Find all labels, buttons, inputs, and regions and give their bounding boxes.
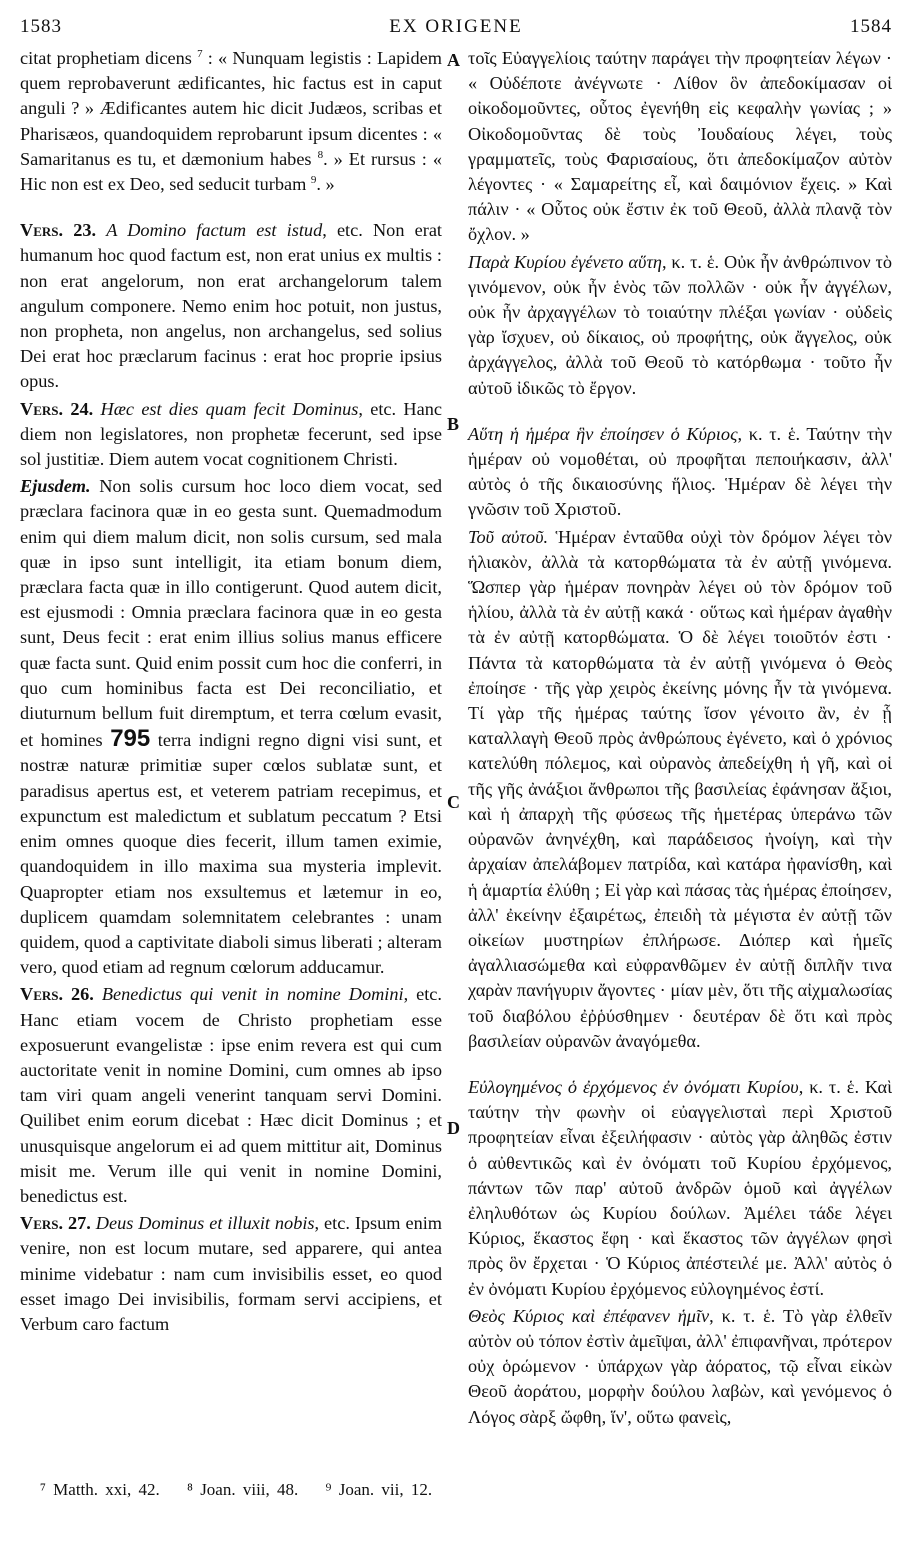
body-text: citat prophetiam dicens [20,48,198,68]
body-text: , etc. Ipsum enim venire, non est locum mutare, sed apparere, qui antea minime videbatur : nam cum invisibilis esset, eo quod esset imago Dei invisibilis, formam servi accipiens, et Verbum caro factum [20,1213,443,1334]
footnote-ref: 7 [197,47,203,60]
body-text: Non solis cursum hoc loco diem vocat, sed præclara facinora quæ in eo gesta sunt. Quemadmodum enim qui diem malum dicit, non solis cursum, sed mala quæ in ipso sunt intelligit, ita etiam bonum diem, præclara facta quæ in illo contigerunt. Quod autem dicit, est ejusmodi : Omnia præclara facinora quæ in eo gesta sunt, Deus fecit : erat enim illius solius manus efficere quæ facta sunt. Quid enim possit cum hoc die conferri, in quo cum hominibus facta est Dei reconciliatio, et diuturnum bellum fuit diremptum, et terra cœlum evasit, et homines [20,476,442,751]
margin-letter-a: A [447,50,460,70]
body-text: terra indigni regno digni visi sunt, et nostræ naturæ primitiæ super cœlos sublatæ sunt, et paradisus apertus est, et veterem patriam recepimus, et expunctum est maledictum et sublatum peccatum ? Etsi enim omnes quoque dies fecerit, illum tamen eximie, quandoquidem in illo maxima sua mysteria implevit. Quapropter etiam nos exsultemus et lætemur in eo, duplicem quamdam solemnitatem celebrantes : unam quidem, quod a captivitate diaboli simus liberati ; alteram vero, quod etiam ad regnum cœlorum adducamur. [20,730,442,978]
latin-paragraph [20,1211,442,1337]
verse-label: Vers. 27. [20,1213,91,1234]
page-number-left: 1583 [20,16,62,37]
greek-paragraph [468,1304,892,1430]
latin-column [20,46,442,1339]
body-text: . » [316,174,335,195]
lemma-text: A Domino factum est istud [106,220,323,241]
verse-label: Vers. 26. [20,984,94,1005]
body-text: , κ. τ. ἑ. Οὐκ ἦν ἀνθρώπινον τὸ γινόμενον, οὐκ ἦν ἑνὸς τῶν πολλῶν · οὐκ ἦν ἀγγέλων, οὐκ ἦν ἀρχαγγέλων τὸ τοιαύτην πλέξαι γωνίαν · οὐδεὶς γὰρ ἴσχυεν, οὐ δίκαιος, οὐ προφήτης, οὐκ ἄγγελος, οὐκ ἀρχάγγελος, ἀλλὰ τοῦ Θεοῦ τὸ κατόρθωμα · τοῦτο ἦν αὐτοῦ ἰδικῶς τὸ ἔργον. [468,251,892,398]
lemma-text: Ejusdem. [20,476,91,497]
greek-column [468,46,892,1432]
page-header [20,16,892,44]
lemma-text: Τοῦ αὐτοῦ. [468,526,549,547]
footnote-ref: 9 [310,173,317,186]
verse-label: Vers. 23. [20,220,97,241]
lemma-text: Αὕτη ἡ ἡμέρα ἣν ἐποίησεν ὁ Κύριος [468,423,738,444]
body-text: , etc. Non erat humanum hoc quod factum est, non erat unius ex multis : non erat angelorum, non erat archangelorum talem angulum componere. Nemo enim hoc potuit, non justus, non propheta, non angelus, non archangelus, sed solius Dei erat hoc præclarum facinus : erat hoc proprie ipsius opus. [20,220,443,392]
footnotes [40,1480,452,1500]
footnote-ref: 8 [317,148,324,161]
latin-paragraph [20,474,442,980]
footnote: ⁷ Matth. xxi, 42. [40,1480,160,1499]
body-text: , etc. Hanc etiam vocem de Christo prophetiam esse exposuerunt evangelistæ : ipse enim revera est qui cum auctoritate venit in nomine Domini, cum omnes ab ipso tam viri quam angeli venerint tanquam servi Domini. Quilibet enim eorum dicebat : Hæc dicit Dominus ; et unusquisque angelorum ei ad quem mittitur ait, Dominus misit me. Verum ille qui venit in nomine Domini, benedictus est. [20,984,442,1206]
body-text: : « Nunquam legistis : Lapidem quem reprobaverunt ædificantes, hic factus est in caput anguli ? » Ædificantes autem hic dicit Judæos, scribas et Pharisæos, quandoquidem reprobarunt ipsum dicentes : « Samaritanus es tu, et dæmonium habes [20,48,442,169]
body-text [94,984,102,1004]
body-text: . » Et rursus : « Hic non est ex Deo, sed seducit turbam [20,148,442,195]
latin-paragraph [20,218,442,394]
body-text [93,399,100,419]
body-text: Ἡμέραν ἐνταῦθα οὐχὶ τὸν δρόμον λέγει τὸν ἡλιακὸν, ἀλλὰ τὰ κατορθώματα τὰ ἐν αὐτῇ γινόμενα. Ὥσπερ γὰρ ἡμέραν πονηρὰν λέγει οὐ τὸν δρόμον τοῦ ἡλίου, ἀλλὰ τὰ ἐν αὐτῇ κακά · οὕτως καὶ ἡμέραν ἀγαθὴν τὰ ἐν αὐτῇ κατορθώματα. Ὁ δὲ λέγει τοιοῦτόν ἐστι · Πάντα τὰ κατορθώματα τὰ ἐν αὐτῇ γινόμενα ὁ Θεὸς ἐποίησε · τῆς γὰρ χειρὸς ἐκείνης μόνης ἦν τὰ γινόμενα. Τί γὰρ τῆς ἡμέρας ταύτης ἴσον γένοιτο ἂν, ἐν ᾗ καταλλαγὴ Θεοῦ πρὸς ἀνθρώπους ἐγένετο, καὶ ὁ χρόνιος κατελύθη πόλεμος, καὶ οὐρανὸς ἀπεδείχθη ἡ γῆ, καὶ οἱ τῆς γῆς ἀνάξιοι ἄνθρωποι τῆς βασιλείας ἐφάνησαν ἄξιοι, καὶ ἡ ἀπαρχὴ τῆς φύσεως τῆς ἡμετέρας ὑπεράνω τῶν οὐρανῶν ἀνηνέχθη, καὶ παράδεισος ἠνοίγη, καὶ τὴν ἀρχαίαν ἀπελάβομεν πατρίδα, καὶ κατάρα ἠφανίσθη, καὶ ἡ ἁμαρτία ἐλύθη ; Εἰ γὰρ καὶ πάσας τὰς ἡμέρας ἐποίησεν, ἀλλ' ἐκείνην ἐξαιρέτως, ἐπειδὴ τὰ μέγιστα ἐν αὐτῇ τῶν οἰκείων μυστηρίων ἐπλήρωσε. Διόπερ καὶ ἡμεῖς ἀγαλλιασώμεθα καὶ εὐφρανθῶμεν ἐν αὐτῇ διπλῆν τινα χαρὰν πανήγυριν ἄγοντες · μίαν μὲν, ὅτι τῆς αἰχμαλωσίας τοῦ διαβόλου ἐῤῥύσθημεν · δευτέραν δὲ ὅτι καὶ πρὸς βασιλείαν οὐρανῶν ἀναγόμεθα. [468,526,892,1051]
greek-paragraph [468,46,892,248]
margin-letter-c: C [447,792,460,812]
lemma-text: Benedictus qui venit in nomine Domini [101,984,404,1005]
latin-paragraph [20,397,442,473]
body-text: τοῖς Εὐαγγελίοις ταύτην παράγει τὴν προφητείαν λέγων · « Οὐδέποτε ἀνέγνωτε · Λίθον ὃν ἀπεδοκίμασαν οἱ οἰκοδομοῦντες, οὗτος ἐγενήθη εἰς κεφαλὴν γωνίας ; » Οἰκοδομοῦντας δὲ τοὺς Ἰουδαίους λέγει, τοὺς γραμματεῖς, τοὺς Φαρισαίους, ὅτι ἀπεδοκίμαζον αὐτὸν λέγοντες · « Σαμαρείτης εἶ, καὶ δαιμόνιον ἔχεις. » Καὶ πάλιν · « Οὗτος οὐκ ἔστιν ἐκ τοῦ Θεοῦ, ἀλλὰ πλανᾷ τὸν ὄχλον. » [468,48,892,245]
lemma-text: Hæc est dies quam fecit Dominus [100,398,359,419]
latin-paragraph [20,982,442,1209]
body-text: , κ. τ. ἑ. Ταύτην τὴν ἡμέραν οὐ νομοθέται, οὐ προφῆται πεποιήκασιν, ἀλλ' αὐτὸς ὁ τῆς δικαιοσύνης ἥλιος. Ἡμέραν δὲ λέγει τὴν γνῶσιν τοῦ Χριστοῦ. [468,423,892,520]
greek-paragraph [468,422,892,523]
greek-paragraph [468,250,892,401]
page-number-right: 1584 [850,16,892,37]
body-text [96,220,106,240]
margin-letter-b: B [447,414,460,434]
greek-paragraph [468,1075,892,1302]
verse-label: Vers. 24. [20,398,94,419]
body-text: , κ. τ. ἑ. Τὸ γὰρ ἐλθεῖν αὐτὸν οὐ τόπον ἐστὶν ἀμεῖψαι, ἀλλ' ἐπιφανῆναι, πρότερον οὐχ ὁρώμενον · ὑπάρχων γὰρ ἀόρατος, τῷ εἶναι εἰκὼν Θεοῦ ἀοράτου, μορφὴν δούλου λαβὼν, καὶ γενόμενος ὁ Λόγος σὰρξ ὤφθη, ἵν', οὕτω φανεὶς, [468,1305,892,1427]
latin-paragraph [20,46,442,197]
greek-paragraph [468,525,892,1054]
margin-letter-d: D [447,1118,460,1138]
body-text: , etc. Hanc diem non legislatores, non prophetæ fecerunt, sed ipse sol justitiæ. Diem autem vocat cognitionem Christi. [20,398,442,470]
footnote: ⁹ Joan. vii, 12. [325,1480,433,1499]
column-number: 795 [110,725,151,753]
footnote: ⁸ Joan. viii, 48. [187,1480,299,1499]
lemma-text: Deus Dominus et illuxit nobis [95,1213,315,1234]
lemma-text: Παρὰ Κυρίου ἐγένετο αὕτη [468,251,662,272]
body-text: , κ. τ. ἑ. Καὶ ταύτην τὴν φωνὴν οἱ εὐαγγελισταὶ περὶ Χριστοῦ προφητείαν εἶναι ἐξειλήφασιν · αὐτὸς γὰρ ἀληθῶς ἐστιν ὁ αὐθεντικῶς καὶ ἐν ὀνόματι τοῦ Κυρίου ἐρχόμενος, πάντων τῶν παρ' αὐτοῦ ἀνδρῶν ὁμοῦ καὶ ἀγγέλων ἐληλυθότων ὡς Κυρίου δούλων. Ἀμέλει τάδε λέγει Κύριος, ἕκαστος ἔφη · καὶ ἕκαστος τῶν ἀγγέλων φησὶ πρὸς ὃν ἔρχεται · Ὁ Κύριος ἀπέστειλέ με. Ἀλλ' αὐτὸς ὁ ἐν ὀνόματι Κυρίου ἐρχόμενος εὐλογημένος ἐστί. [468,1076,892,1299]
running-title: EX ORIGENE [389,16,523,37]
lemma-text: Θεὸς Κύριος καὶ ἐπέφανεν ἡμῖν [468,1305,710,1326]
lemma-text: Εὐλογημένος ὁ ἐρχόμενος ἐν ὀνόματι Κυρίου [468,1076,799,1097]
